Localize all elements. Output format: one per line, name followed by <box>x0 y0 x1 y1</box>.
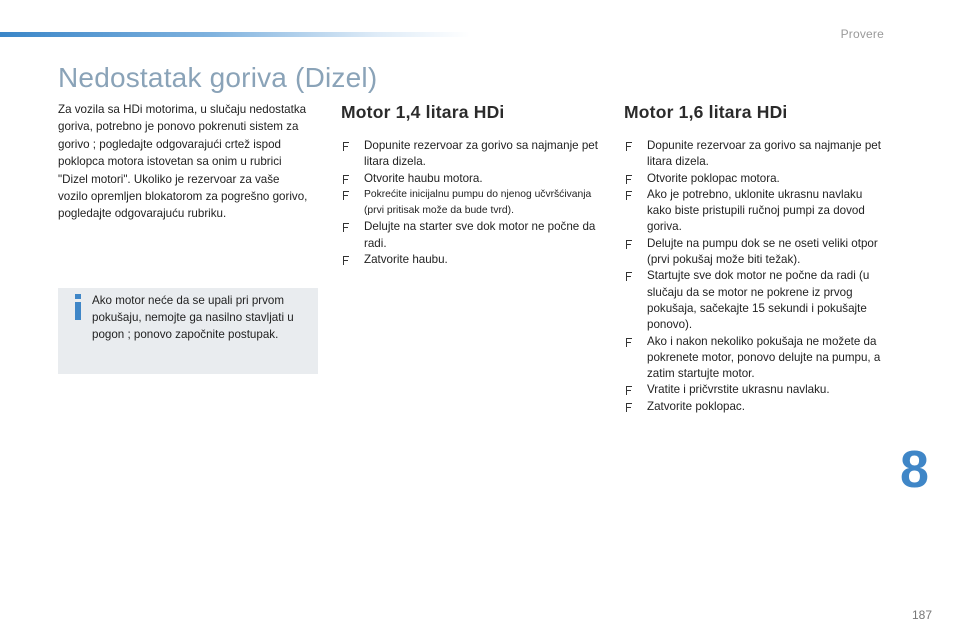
pointer-hand-icon <box>343 175 349 184</box>
chapter-number: 8 <box>900 441 929 499</box>
pointer-hand-icon <box>626 142 632 151</box>
section-title-motor-14: Motor 1,4 litara HDi <box>341 102 505 122</box>
list-item: Otvorite haubu motora. <box>341 171 603 187</box>
list-item: Ako i nakon nekoliko pokušaja ne možete da pokrenete motor, ponovo delujte na pumpu, a zatim startujte motor. <box>624 334 882 383</box>
pointer-hand-icon <box>343 142 349 151</box>
section-title-motor-16: Motor 1,6 litara HDi <box>624 102 788 122</box>
list-item: Zatvorite poklopac. <box>624 399 882 415</box>
list-item: Ako je potrebno, uklonite ukrasnu navlaku kako biste pristupili ručnoj pumpi za dovod goriva. <box>624 187 882 236</box>
section-label: Provere <box>840 27 884 41</box>
pointer-hand-icon <box>626 403 632 412</box>
pointer-hand-icon <box>626 386 632 395</box>
list-item: Startujte sve dok motor ne počne da radi (u slučaju da se motor ne pokrene iz prvog pokušaja, sačekajte 15 sekundi i pokušajte ponovo). <box>624 268 882 333</box>
list-item: Vratite i pričvrstite ukrasnu navlaku. <box>624 382 882 398</box>
list-item: Zatvorite haubu. <box>341 252 603 268</box>
info-box <box>58 288 318 374</box>
steps-list-motor-14 <box>341 138 603 268</box>
list-item: Delujte na pumpu dok se ne oseti veliki otpor (prvi pokušaj može biti težak). <box>624 236 882 269</box>
pointer-hand-icon <box>626 272 632 281</box>
pointer-hand-icon <box>626 338 632 347</box>
pointer-hand-icon <box>626 191 632 200</box>
info-icon <box>72 294 84 320</box>
list-item: Otvorite poklopac motora. <box>624 171 882 187</box>
pointer-hand-icon <box>626 240 632 249</box>
pointer-hand-icon <box>343 223 349 232</box>
page-number: 187 <box>911 608 932 622</box>
pointer-hand-icon <box>343 191 349 200</box>
list-item: Pokrećite inicijalnu pumpu do njenog učvršćivanja (prvi pritisak može da bude tvrd). <box>341 187 603 220</box>
list-item: Delujte na starter sve dok motor ne počne da radi. <box>341 219 603 252</box>
info-box-text: Ako motor neće da se upali pri prvom pokušaju, nemojte ga nasilno stavljati u pogon ; ponovo započnite postupak. <box>92 294 294 341</box>
pointer-hand-icon <box>343 256 349 265</box>
list-item: Dopunite rezervoar za gorivo sa najmanje pet litara dizela. <box>624 138 882 171</box>
list-item: Dopunite rezervoar za gorivo sa najmanje pet litara dizela. <box>341 138 603 171</box>
intro-paragraph: Za vozila sa HDi motorima, u slučaju nedostatka goriva, potrebno je ponovo pokrenuti sistem za gorivo ; pogledajte odgovarajući crtež ispod poklopca motora istovetan sa onim u rubrici "Dizel motori". Ukoliko je rezervoar za vaše vozilo opremljen blokatorom za pogrešno gorivo, pogledajte odgovarajuću rubriku. <box>58 103 308 221</box>
steps-list-motor-16 <box>624 138 882 415</box>
pointer-hand-icon <box>626 175 632 184</box>
header-accent-bar <box>0 32 470 37</box>
page-title: Nedostatak goriva (Dizel) <box>58 62 378 93</box>
